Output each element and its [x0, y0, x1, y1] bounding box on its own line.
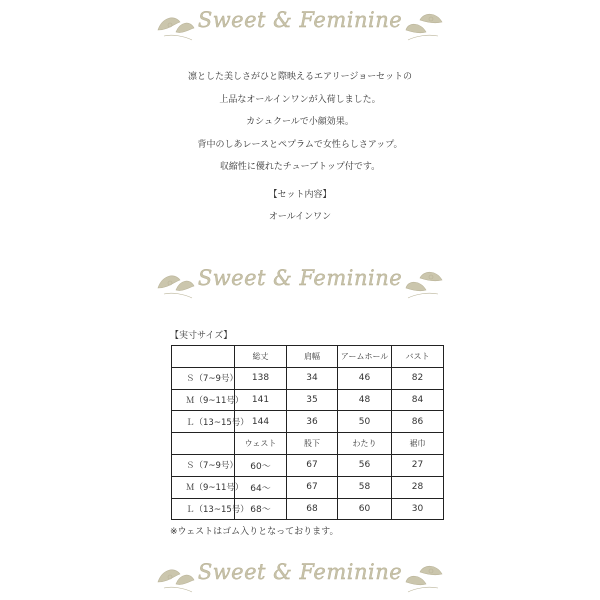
- table-cell: 48: [338, 389, 392, 411]
- waist-note: ※ウェストはゴム入りとなっております。: [170, 527, 339, 537]
- header-cell: バスト: [392, 346, 444, 368]
- table-cell: 144: [235, 411, 287, 433]
- set-contents: [0, 184, 600, 228]
- size-label: Ｍ（9~11号）: [172, 389, 235, 411]
- size-table: [171, 345, 444, 520]
- banner-bottom: [150, 552, 450, 596]
- table-row: [172, 454, 444, 476]
- table-cell: 27: [392, 454, 444, 476]
- set-contents-heading: 【セット内容】: [268, 190, 332, 200]
- table-cell: 67: [287, 476, 338, 498]
- leaf-flourish-icon: [158, 276, 194, 298]
- table-row: [172, 367, 444, 389]
- table-row: [172, 389, 444, 411]
- size-label: Ｓ（7~9号）: [172, 367, 235, 389]
- table-cell: 68: [287, 498, 338, 520]
- banner-top-graphic: [150, 0, 450, 44]
- table-row: [172, 498, 444, 520]
- banner-top: [150, 0, 450, 44]
- header-cell: ウェスト: [235, 433, 287, 455]
- header-cell: アームホール: [338, 346, 392, 368]
- header-cell: 肩幅: [287, 346, 338, 368]
- leaf-flourish-icon: [406, 272, 442, 298]
- table-cell: 30: [392, 498, 444, 520]
- table-cell: 35: [287, 389, 338, 411]
- table-cell: 46: [338, 367, 392, 389]
- table-row: [172, 476, 444, 498]
- table-cell: 60: [338, 498, 392, 520]
- set-contents-item: オールインワン: [268, 212, 332, 222]
- leaf-flourish-icon: [158, 18, 194, 40]
- table-cell: 34: [287, 367, 338, 389]
- description-line: 上品なオールインワンが入荷しました。: [219, 94, 381, 105]
- table-cell: 68〜: [235, 498, 287, 520]
- table-cell: 56: [338, 454, 392, 476]
- table-cell: 36: [287, 411, 338, 433]
- size-section-title: 【実寸サイズ】: [170, 331, 233, 341]
- description-line: 凛とした美しさがひと際映えるエアリージョーセットの: [187, 72, 413, 82]
- size-label: Ｌ（13~15号）: [172, 498, 235, 520]
- banner-middle: [150, 258, 450, 302]
- banner-middle-text: Sweet & Feminine: [197, 266, 403, 290]
- size-label: Ｌ（13~15号）: [172, 411, 235, 433]
- header-cell: 裾巾: [392, 433, 444, 455]
- table-header-row: [172, 346, 444, 368]
- table-cell: 50: [338, 411, 392, 433]
- table-cell: 86: [392, 411, 444, 433]
- description-line: カシュクールで小顔効果。: [246, 117, 354, 127]
- size-label: Ｓ（7~9号）: [172, 454, 235, 476]
- table-cell: 138: [235, 367, 287, 389]
- table-cell: 28: [392, 476, 444, 498]
- header-cell: わたり: [338, 433, 392, 455]
- header-cell: 総丈: [235, 346, 287, 368]
- table-cell: 60〜: [235, 454, 287, 476]
- header-cell: [172, 433, 235, 455]
- table-header-row: [172, 433, 444, 455]
- description-line: 収縮性に優れたチューブトップ付です。: [219, 162, 381, 172]
- leaf-flourish-icon: [406, 566, 442, 592]
- banner-top-text: Sweet & Feminine: [197, 8, 403, 32]
- size-label: Ｍ（9~11号）: [172, 476, 235, 498]
- banner-middle-graphic: [150, 258, 450, 302]
- table-cell: 82: [392, 367, 444, 389]
- table-cell: 84: [392, 389, 444, 411]
- table-cell: 67: [287, 454, 338, 476]
- banner-bottom-text: Sweet & Feminine: [197, 560, 403, 584]
- table-cell: 58: [338, 476, 392, 498]
- table-row: [172, 411, 444, 433]
- header-cell: [172, 346, 235, 368]
- table-cell: 64〜: [235, 476, 287, 498]
- header-cell: 股下: [287, 433, 338, 455]
- description-line: 背中のしあレースとペプラムで女性らしさアップ。: [197, 139, 403, 150]
- leaf-flourish-icon: [158, 570, 194, 592]
- banner-bottom-graphic: [150, 552, 450, 596]
- table-cell: 141: [235, 389, 287, 411]
- product-description: [0, 66, 600, 179]
- leaf-flourish-icon: [406, 14, 442, 40]
